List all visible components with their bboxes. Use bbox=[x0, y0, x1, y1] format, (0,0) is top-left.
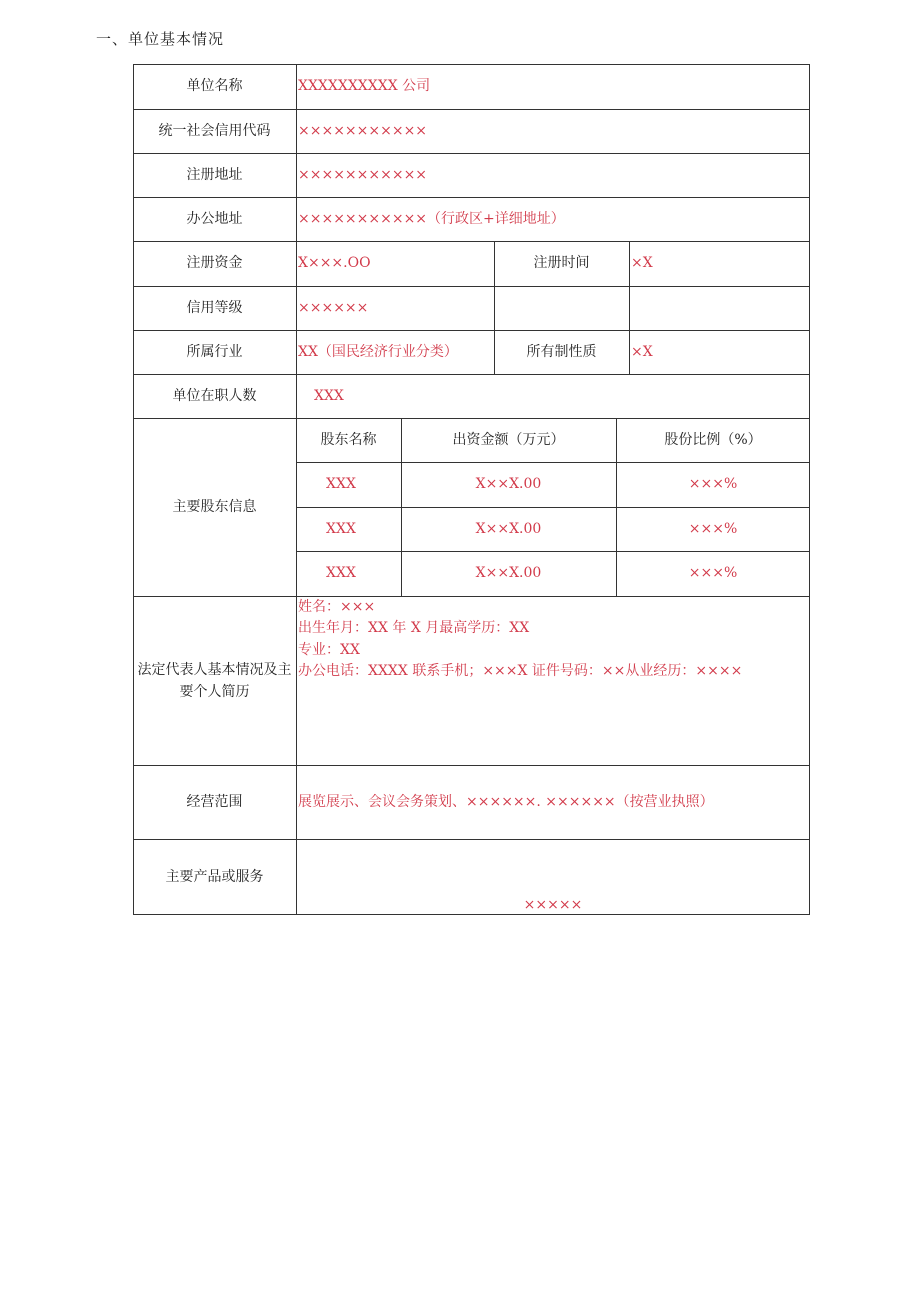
shareholder-amount: X××X.00 bbox=[475, 565, 542, 581]
section-heading: 一、单位基本情况 bbox=[96, 30, 225, 48]
ownership-value: ×X bbox=[631, 343, 653, 360]
office-address-label: 办公地址 bbox=[186, 210, 243, 227]
shareholder-amount: X××X.00 bbox=[475, 520, 542, 537]
shareholder-ratio: ×××% bbox=[688, 565, 738, 581]
ownership-label: 所有制性质 bbox=[526, 343, 597, 360]
credit-code-label: 统一社会信用代码 bbox=[158, 122, 271, 139]
legal-rep-details bbox=[298, 597, 742, 682]
reg-address-value: ××××××××××× bbox=[298, 166, 428, 183]
reg-address-label: 注册地址 bbox=[186, 166, 243, 183]
shareholder-ratio: ×××% bbox=[688, 476, 738, 492]
reg-date-label: 注册时间 bbox=[533, 255, 590, 271]
office-address-value: ×××××××××××（行政区+详细地址） bbox=[298, 210, 565, 227]
legal-rep-label: 法定代表人基本情况及主要个人简历 bbox=[137, 661, 292, 700]
shareholder-ratio-header: 股份比例（%） bbox=[664, 431, 762, 448]
unit-name-label: 单位名称 bbox=[186, 78, 243, 94]
credit-level-value: ×××××× bbox=[298, 299, 369, 316]
unit-name-value: XXXXXXXXXX 公司 bbox=[298, 78, 431, 94]
credit-code-value: ××××××××××× bbox=[298, 122, 428, 139]
industry-label: 所属行业 bbox=[186, 343, 243, 360]
shareholder-name: XXX bbox=[326, 476, 356, 492]
business-scope-label: 经营范围 bbox=[186, 793, 243, 810]
shareholder-name: XXX bbox=[326, 565, 356, 581]
shareholder-amount-header: 出资金额（万元） bbox=[452, 431, 565, 448]
reg-capital-label: 注册资金 bbox=[186, 255, 243, 271]
legal-rep-line: 办公电话：XXXX 联系手机；×××X 证件号码：××从业经历：×××× bbox=[298, 662, 743, 679]
staff-count-value: XXX bbox=[314, 387, 344, 404]
business-scope-value: 展览展示、会议会务策划、××××××. ××××××（按营业执照） bbox=[298, 793, 714, 810]
credit-level-label: 信用等级 bbox=[186, 299, 243, 316]
products-label: 主要产品或服务 bbox=[165, 868, 264, 885]
legal-rep-line: 姓名：××× bbox=[298, 599, 376, 615]
shareholder-name: XXX bbox=[326, 520, 356, 537]
legal-rep-line: 出生年月：XX 年 X 月最高学历：XX bbox=[298, 620, 530, 637]
legal-rep-line: 专业：XX bbox=[298, 641, 360, 658]
shareholder-name-header: 股东名称 bbox=[320, 431, 377, 448]
reg-date-value: ×X bbox=[631, 255, 653, 271]
reg-capital-value: X×××.OO bbox=[298, 255, 371, 271]
shareholder-amount: X××X.00 bbox=[475, 476, 542, 492]
industry-value: XX（国民经济行业分类） bbox=[298, 343, 458, 360]
shareholders-label: 主要股东信息 bbox=[172, 498, 257, 515]
products-value: ××××× bbox=[523, 896, 583, 913]
shareholder-ratio: ×××% bbox=[688, 520, 738, 537]
staff-count-label: 单位在职人数 bbox=[172, 387, 257, 404]
